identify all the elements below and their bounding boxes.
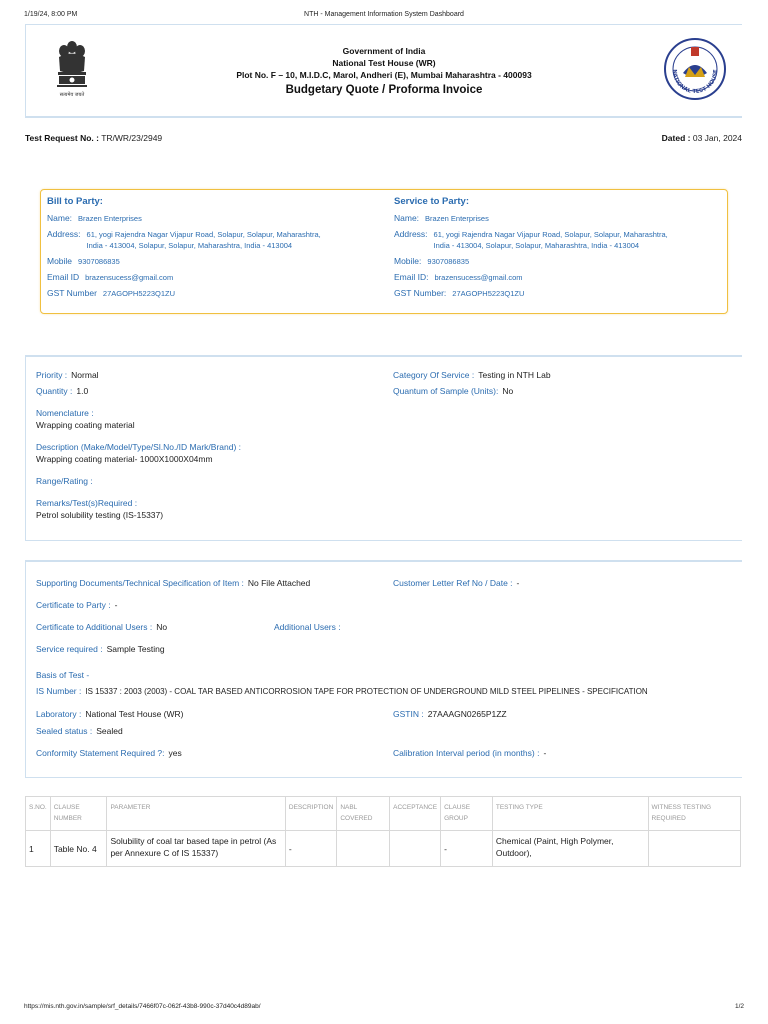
- priority-field: Priority : Normal: [36, 370, 99, 380]
- bill-gst: GST Number 27AGOPH5223Q1ZU: [47, 288, 176, 298]
- request-date: Dated : 03 Jan, 2024: [661, 133, 742, 143]
- quantity-field: Quantity : 1.0: [36, 386, 89, 396]
- table-cell: -: [441, 831, 493, 867]
- test-parameters-table: [25, 796, 741, 867]
- table-cell: Chemical (Paint, High Polymer, Outdoor),: [492, 831, 648, 867]
- bill-to-party: [47, 196, 382, 304]
- nth-seal-icon: [663, 37, 727, 101]
- org-line-1: Government of India: [342, 46, 426, 56]
- conformity-field: Conformity Statement Required ?: yes: [36, 748, 182, 758]
- service-mobile: Mobile: 9307086835: [394, 256, 470, 266]
- sealed-status-field: Sealed status : Sealed: [36, 726, 123, 736]
- calibration-field: Calibration Interval period (in months) : -: [393, 748, 547, 758]
- bill-name: Name: Brazen Enterprises: [47, 213, 142, 223]
- bill-address: Address: 61, yogi Rajendra Nagar Vijapur Road, Solapur, Solapur, Maharashtra, India - 413004, Solapur, Solapur, Maharashtra, India - 413004: [47, 229, 321, 250]
- table-cell: Solubility of coal tar based tape in petrol (As per Annexure C of IS 15337): [107, 831, 285, 867]
- gstin-field: GSTIN : 27AAAGN0265P1ZZ: [393, 709, 507, 719]
- basis-of-test-label: Basis of Test -: [36, 670, 90, 680]
- request-info: [25, 133, 742, 143]
- cert-party-field: Certificate to Party : -: [36, 600, 118, 610]
- remarks-field: Remarks/Test(s)Required : Petrol solubility testing (IS-15337): [36, 498, 164, 520]
- table-header: TESTING TYPE: [492, 797, 648, 831]
- service-to-party: [394, 196, 729, 304]
- table-header: WITNESS TESTING REQUIRED: [648, 797, 740, 831]
- cert-additional-field: Certificate to Additional Users : No: [36, 622, 168, 632]
- org-line-2: National Test House (WR): [332, 58, 436, 68]
- print-page-number: 1/2: [734, 1003, 744, 1010]
- letterhead-text: [26, 45, 742, 99]
- nomenclature-field: Nomenclature : Wrapping coating material: [36, 408, 135, 430]
- party-box: [40, 189, 728, 314]
- table-cell: 1: [26, 831, 51, 867]
- table-cell: [648, 831, 740, 867]
- additional-users-field: Additional Users :: [274, 622, 341, 632]
- print-url: https://mis.nth.gov.in/sample/srf_details/7466f07c-062f-43b8-990c-37d40c4d89ab/: [24, 1003, 261, 1010]
- table-header: ACCEPTANCE: [390, 797, 441, 831]
- supporting-docs-field: Supporting Documents/Technical Specification of Item : No File Attached: [36, 578, 311, 588]
- table-header-row: [26, 797, 741, 831]
- bill-email: Email ID brazensucess@gmail.com: [47, 272, 174, 282]
- category-field: Category Of Service : Testing in NTH Lab: [393, 370, 551, 380]
- bill-to-heading: Bill to Party:: [47, 196, 103, 207]
- table-header: NABL COVERED: [337, 797, 390, 831]
- service-address: Address: 61, yogi Rajendra Nagar Vijapur Road, Solapur, Solapur, Maharashtra, India - 413004, Solapur, Solapur, Maharashtra, India - 413004: [394, 229, 668, 250]
- print-datetime: 1/19/24, 8:00 PM: [24, 11, 78, 18]
- is-number-field: IS Number : IS 15337 : 2003 (2003) - COAL TAR BASED ANTICORROSION TAPE FOR PROTECTION OF UNDERGROUND MILD STEEL PIPELINES - SPECIFICATION: [36, 686, 648, 696]
- table-header: PARAMETER: [107, 797, 285, 831]
- emblem-motto: सत्यमेव जयते: [59, 92, 85, 98]
- print-page-title: NTH - Management Information System Dashboard: [304, 11, 464, 18]
- table-header: DESCRIPTION: [285, 797, 336, 831]
- table-cell: [337, 831, 390, 867]
- test-details-panel: [25, 560, 742, 778]
- service-name: Name: Brazen Enterprises: [394, 213, 489, 223]
- table-header: CLAUSE GROUP: [441, 797, 493, 831]
- laboratory-field: Laboratory : National Test House (WR): [36, 709, 184, 719]
- service-to-heading: Service to Party:: [394, 196, 469, 207]
- range-field: Range/Rating :: [36, 476, 93, 486]
- letterhead: [25, 24, 742, 118]
- table-header: S.NO.: [26, 797, 51, 831]
- sample-details-panel: [25, 355, 742, 541]
- print-footer: [24, 1003, 744, 1010]
- table-cell: Table No. 4: [50, 831, 107, 867]
- document-title: Budgetary Quote / Proforma Invoice: [285, 84, 483, 96]
- test-request-number: Test Request No. : TR/WR/23/2949: [25, 133, 163, 143]
- table-cell: [390, 831, 441, 867]
- table-header: CLAUSE NUMBER: [50, 797, 107, 831]
- table-cell: -: [285, 831, 336, 867]
- description-field: Description (Make/Model/Type/Sl.No./ID Mark/Brand) : Wrapping coating material- 1000X1000X04mm: [36, 442, 242, 464]
- table-row: [26, 831, 741, 867]
- seal-text: NATIONAL TEST HOUSE: [670, 69, 720, 96]
- service-gst: GST Number: 27AGOPH5223Q1ZU: [394, 288, 525, 298]
- service-required-field: Service required : Sample Testing: [36, 644, 165, 654]
- service-email: Email ID: brazensucess@gmail.com: [394, 272, 523, 282]
- org-address: Plot No. F – 10, M.I.D.C, Marol, Andheri (E), Mumbai Maharashtra - 400093: [236, 70, 532, 80]
- customer-ref-field: Customer Letter Ref No / Date : -: [393, 578, 520, 588]
- quantum-field: Quantum of Sample (Units): No: [393, 386, 514, 396]
- print-header: [24, 11, 744, 18]
- bill-mobile: Mobile 9307086835: [47, 256, 120, 266]
